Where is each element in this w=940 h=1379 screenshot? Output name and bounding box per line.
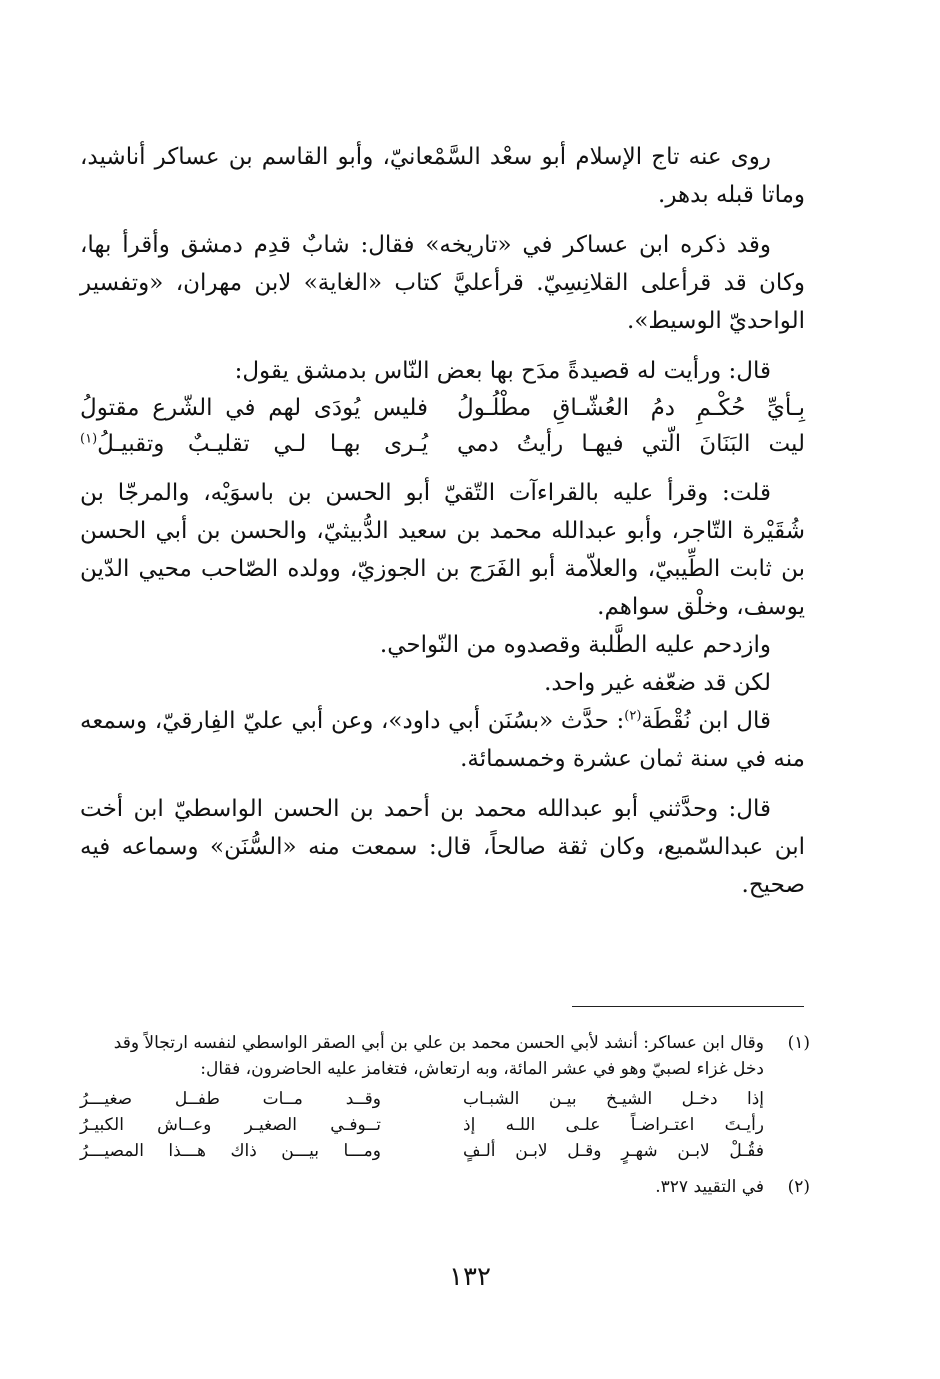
- verse-hemistich-left: [80, 426, 428, 462]
- verse-column-right: [463, 1086, 764, 1164]
- footnotes: [80, 1030, 810, 1200]
- footnote: [80, 1030, 810, 1082]
- verse-hemistich-right: ليت البَنَانَ الّتي فيهـا رأيتُ دمي: [457, 431, 805, 457]
- paragraph: قال: ورأيت له قصيدةً مدَح بها بعض النّاس بدمشق يقول:: [234, 358, 771, 384]
- verse-hemistich: ومـــا بيـــن ذاك هـــذا المصيـــرُ: [80, 1141, 381, 1161]
- verse-column-left: [80, 1086, 381, 1164]
- verse-hemistich-left: فليس يُودَى لهم في الشّرع مقتولُ: [80, 395, 428, 421]
- paragraph: وازدحم عليه الطَّلبة وقصدوه من النّواحي.: [379, 632, 771, 658]
- page-number: ١٣٢: [449, 1262, 491, 1292]
- footnote-text: في التقييد ٣٢٧.: [655, 1177, 764, 1197]
- verse-hemistich: وقــد مــات طفــل صغيـــرُ: [80, 1089, 381, 1109]
- paragraph: روى عنه تاج الإسلام أبو سعْد السَّمْعانيّ، وأبو القاسم بن عساكر أناشيد، وماتا قبله بدهر.: [80, 144, 805, 208]
- main-text: [80, 138, 805, 916]
- verse-hemistich: فقُـلْ لابـن شهـرٍ وقـل لابـن ألـفٍ: [463, 1141, 764, 1161]
- footnote-verses: [80, 1086, 810, 1164]
- footnote-number: (٢): [787, 1177, 810, 1197]
- verse-text: يُـرى بهـا لـي تقليـبٌ وتقبيـلُ: [97, 431, 428, 457]
- footnote-separator: [572, 1006, 804, 1007]
- footnote-marker[interactable]: (١): [80, 431, 98, 447]
- footnote-marker[interactable]: (٢): [624, 708, 642, 724]
- paragraph: لكن قد ضعّفه غير واحد.: [544, 670, 771, 696]
- paragraph-text: : حدَّث «بسُنَن أبي داود»، وعن أبي عليّ الفِارقيّ، وسمعه منه في سنة ثمان عشرة وخمسمائة.: [80, 708, 805, 772]
- footnote-number: (١): [787, 1033, 810, 1053]
- paragraph: وقد ذكره ابن عساكر في «تاريخه» فقال: شابٌ قدِم دمشق وأقرأ بها، وكان قد قرأعلى القلانِسِيّ. قرأعليَّ كتاب «الغاية» لابن مهران، «وتفسير الواحديّ الوسيط».: [80, 232, 805, 334]
- footnote-text: وقال ابن عساكر: أنشد لأبي الحسن محمد بن علي بن أبي الصقر الواسطي لنفسه ارتجالاً وقد دخل غزاء لصبيّ وهو في عشر المائة، وبه ارتعاش، فتغامز عليه الحاضرون، فقال:: [113, 1033, 764, 1079]
- verse-line: [80, 426, 805, 462]
- verse-line: [80, 390, 805, 426]
- paragraph-text: قال ابن نُقْطَة: [641, 708, 771, 734]
- paragraph: قال: وحدَّثني أبو عبدالله محمد بن أحمد بن الحسن الواسطيّ ابن أخت ابن عبدالسّميع، وكان ثقة صالحاً، قال: سمعت منه «السُّنَن» وسماعه فيه صحيح.: [80, 796, 805, 898]
- paragraph: [80, 702, 805, 778]
- verse-hemistich: إذا دخـل الشيـخ بيـن الشبـاب: [463, 1089, 764, 1109]
- verse-hemistich-right: بِـأيِّ حُكْـمِ دمُ العُشّـاقِ مطْلُـولُ: [457, 395, 805, 421]
- paragraph: قلت: وقرأ عليه بالقراءآت التّقيّ أبو الحسن بن باسوَيْه، والمرجّا بن شُقَيْرة التّاجر، وأبو عبدالله محمد بن سعيد الدُّبيثيّ، والحسن بن أبي الحسن بن ثابت الطِّيبيّ، والعلاّمة أبو الفَرَج بن الجوزيّ، وولده الصّاحب محيي الدّين يوسف، وخلْق سواهم.: [80, 480, 805, 620]
- verse-hemistich: رأيـتَ اعتـراضـاً علـى اللـه إذ: [463, 1115, 764, 1135]
- footnote: [80, 1174, 810, 1200]
- verse-hemistich: تــوفـي الصغيـر وعــاش الكبيـرُ: [80, 1115, 381, 1135]
